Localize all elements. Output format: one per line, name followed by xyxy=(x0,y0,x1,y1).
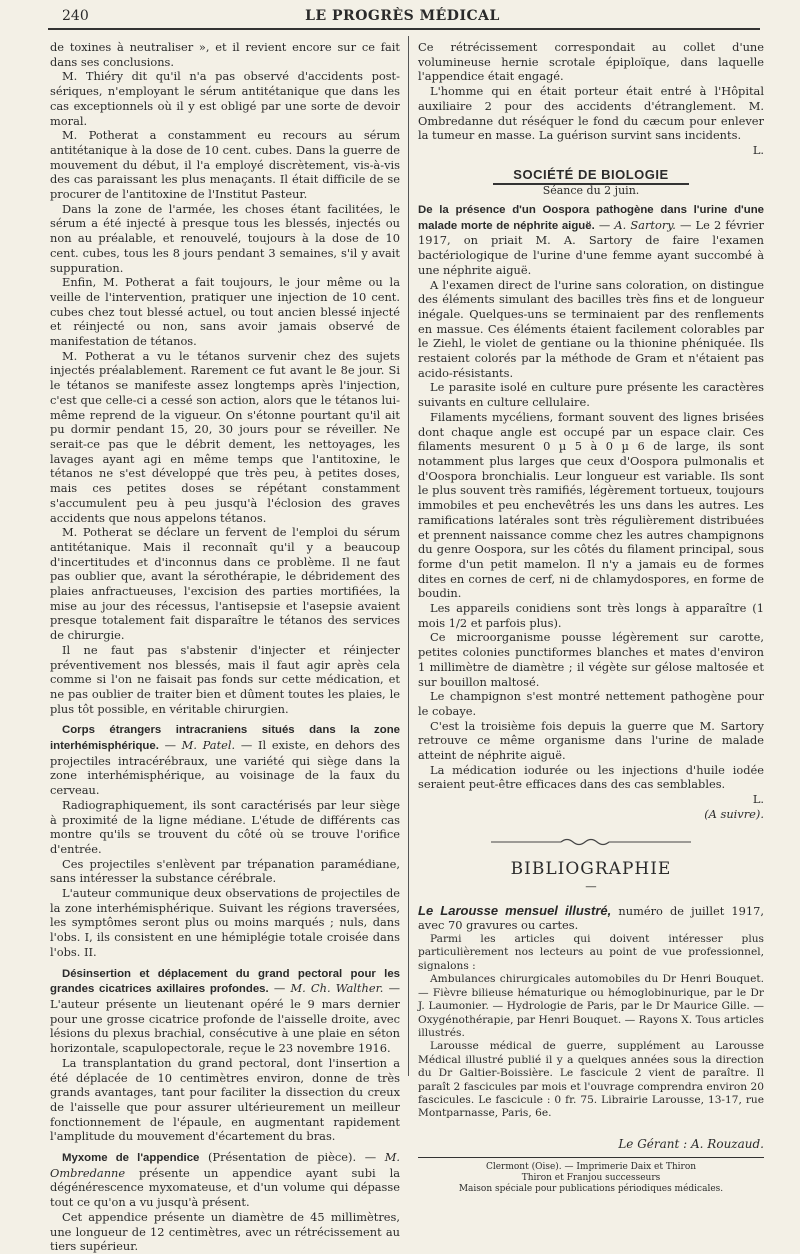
imprint-line: Maison spéciale pour publications périodiques médicales. xyxy=(458,1184,724,1195)
article-author: A. Sartory. xyxy=(614,217,676,232)
flourish-ornament xyxy=(491,837,691,847)
article-text: Le 2 février 1917, on priait M. A. Sartory de faire l'examen bactériologique de l'urine d'une femme ayant succombé à une néphrite aiguë. xyxy=(418,217,764,277)
paragraph: M. Thiéry dit qu'il n'a pas observé d'accidents post-sériques, n'employant le sérum antitétanique que dans les cas exceptionnels où il y est obligé par une sorte de devoir moral. xyxy=(50,69,400,128)
larousse-entry xyxy=(418,904,764,933)
larousse-issue: numéro de juillet 1917, avec 70 gravures ou cartes. xyxy=(418,903,764,933)
imprint xyxy=(418,1162,764,1195)
flourish-divider xyxy=(418,836,764,851)
paragraph: Ces projectiles s'enlèvent par trépanation paramédiane, sans intéresser la substance cérébrale. xyxy=(50,856,400,886)
gerant-text: Le Gérant : A. Rouzaud. xyxy=(618,1136,764,1151)
bibliography-title: BIBLIOGRAPHIE xyxy=(510,859,672,880)
running-title: LE PROGRÈS MÉDICAL xyxy=(305,8,500,24)
article-myxome: Myxome de l'appendice (Présentation de pièce). — M. Ombredanne présente un appendice ayant subi la dégénérescence myxomateuse, et d'un volume qui dépasse tout ce qu'on a vu jusqu'à présent. xyxy=(50,1150,400,1210)
paragraph: Cet appendice présente un diamètre de 45 millimètres, une longueur de 12 centimètres, avec un rétrécissement au tiers supérieur. xyxy=(50,1209,400,1254)
page-number: 240 xyxy=(62,8,89,24)
article-desinsertion: Désinsertion et déplacement du grand pectoral pour les grandes cicatrices axillaires profondes. — M. Ch. Walther. — L'auteur présente un lieutenant opéré le 9 mars dernier pour une grosse cicatrice profonde de l'aisselle droite, avec lésions du plexus brachial, consécutive à une plaie en séton horizontale, scapulopectorale, reçue le 23 novembre 1916. xyxy=(50,967,400,1056)
article-title: Myxome de l'appendice xyxy=(62,1152,200,1165)
article-author: M. Ombredanne xyxy=(50,1150,400,1180)
paragraph: L'homme qui en était porteur était entré à l'Hôpital auxiliaire 2 pour des accidents d'étranglement. M. Ombredanne dut réséquer le fond du cæcum pour enlever la tumeur en masse. La guérison survint sans incidents. xyxy=(418,84,764,143)
column-divider xyxy=(408,36,409,1076)
session-date: Séance du 2 juin. xyxy=(542,184,640,198)
paragraph: Radiographiquement, ils sont caractérisés par leur siège à proximité de la ligne médiane. L'étude de différents cas montre qu'ils se trouvent du côté où se trouve l'orifice d'entrée. xyxy=(50,797,400,856)
article-text: L'auteur présente un lieutenant opéré le 9 mars dernier pour une grosse cicatrice profonde de l'aisselle droite, avec lésions du plexus brachial, consécutive à une plaie en séton horizontale, scapulopectorale, reçue le 23 novembre 1916. xyxy=(50,997,400,1056)
paragraph: L'auteur communique deux observations de projectiles de la zone interhémisphérique. Suivant les régions traversées, les symptômes seront plus ou moins marqués ; nuls, dans l'obs. I, ils consistent en une hémiplégie totale croisée dans l'obs. II. xyxy=(50,886,400,959)
section-title-text: SOCIÉTÉ DE BIOLOGIE xyxy=(493,167,688,185)
article-author: M. Patel. xyxy=(181,738,236,753)
paragraph: La médication iodurée ou les injections d'huile iodée seraient peut-être efficaces dans des cas semblables. xyxy=(418,762,764,792)
paragraph: Ambulances chirurgicales automobiles du Dr Henri Bouquet. — Fièvre bilieuse hématurique ou hémoglobinurique, par le Dr J. Laumonier. — Hydrologie de Paris, par le Dr Maurice Gille. — Oxygénothérapie, par Henri Bouquet. — Rayons X. Tous articles illustrés. xyxy=(418,973,764,1039)
paragraph: Larousse médical de guerre, supplément au Larousse Médical illustré publié il y a quelques années sous la direction du Dr Galtier-Boissière. Le fascicule 2 vient de paraître. Il paraît 2 fascicules par mois et l'ouvrage comprendra environ 20 fascicules. Le fascicule : 0 fr. 75. Librairie Larousse, 13-17, rue Montparnasse, Paris, 6e. xyxy=(418,1040,764,1120)
paragraph: Ce rétrécissement correspondait au collet d'une volumineuse hernie scrotale épiploïque, dans laquelle l'appendice était engagé. xyxy=(418,40,764,84)
paragraph: Ce microorganisme pousse légèrement sur carotte, petites colonies punctiformes blanches et mates d'environ 1 millimètre de diamètre ; il végète sur gélose maltosée et sur bouillon maltosé. xyxy=(418,630,764,689)
paragraph: A l'examen direct de l'urine sans coloration, on distingue des éléments simulant des bacilles très fins et de longueur inégale. Quelques-uns se terminaient par des renflements en massue. Ces éléments étaient facilement colorables par le Ziehl, le violet de gentiane ou la thionine phéniquée. Ils restaient colorés par la méthode de Gram et n'étaient pas acido-résistants. xyxy=(418,277,764,380)
article-text: Il existe, en dehors des projectiles intracérébraux, une variété qui siège dans la zone interhémisphérique, au voisinage de la faux du cerveau. xyxy=(50,738,400,798)
article-subtitle: (Présentation de pièce). xyxy=(207,1150,357,1165)
paragraph: M. Potherat a constamment eu recours au sérum antitétanique à la dose de 10 cent. cubes. Dans la guerre de mouvement du début, il l'a employé discrètement, vis-à-vis des cas paraissant les plus menaçants. Il était difficile de se procurer de l'antitoxine de l'Institut Pasteur. xyxy=(50,128,400,202)
gerant-signature xyxy=(418,1137,764,1152)
signature: L. xyxy=(752,792,764,807)
imprint-line: Thiron et Franjou successeurs xyxy=(521,1173,661,1184)
imprint-line: Clermont (Oise). — Imprimerie Daix et Thiron xyxy=(485,1162,697,1173)
paragraph: Les appareils conidiens sont très longs à apparaître (1 mois 1/2 et parfois plus). xyxy=(418,601,764,630)
paragraph: Filaments mycéliens, formant souvent des lignes brisées dont chaque angle est occupé par un espace clair. Ces filaments mesurent 0 µ 5 à 0 µ 6 de large, ils sont notamment plus larges que ceux d'Oospora pulmonalis et d'Oospora bronchialis. Leur longueur est variable. Ils sont le plus souvent très ramifiés, légèrement tortueux, toujours immobiles et peu enchevêtrés les uns dans les autres. Les ramifications latérales sont très régulièrement distribuées et prennent naissance comme chez les autres champignons du genre Oospora, sur les côtés du filament principal, sous forme d'un petit mamelon. Il n'y a jamais eu de formes dites en cornes de cerf, ni de chlamydospores, en forme de boudin. xyxy=(418,409,764,601)
article-corps: Corps étrangers intracraniens situés dans la zone interhémisphérique. — M. Patel. — Il existe, en dehors des projectiles intracérébraux, une variété qui siège dans la zone interhémisphérique, au voisinage de la faux du cerveau. xyxy=(50,724,400,798)
paragraph: Dans la zone de l'armée, les choses étant facilitées, le sérum a été injecté à presque tous les blessés, injectés ou non au préalable, et renouvelé, toujours à la dose de 10 cent. cubes, tous les 8 jours pendant 3 semaines, s'il y avait suppuration. xyxy=(50,201,400,275)
paragraph: Enfin, M. Potherat a fait toujours, le jour même ou la veille de l'intervention, pratiquer une injection de 10 cent. cubes chez tout blessé actuel, ou tout ancien blessé injecté et réinjecté ou non, sans avoir jamais observé de manifestation de tétanos. xyxy=(50,275,400,349)
article-title: Désinsertion et déplacement du grand pectoral pour les grandes cicatrices axillaires profondes. xyxy=(50,967,400,996)
article-title: Corps étrangers intracraniens situés dans la zone interhémisphérique. xyxy=(50,724,400,753)
paragraph: Parmi les articles qui doivent intéresser plus particulièrement nos lecteurs au point de vue professionnel, signalons : xyxy=(418,933,764,972)
paragraph: La transplantation du grand pectoral, dont l'insertion a été déplacée de 10 centimètres environ, donne de très grands avantages, tant pour faciliter la dissection du creux de l'aisselle que pour assurer ultérieurement un meilleur fonctionnement de l'épaule, en augmentant rapidement l'amplitude du mouvement d'écartement du bras. xyxy=(50,1055,400,1144)
larousse-name: Le Larousse mensuel illustré, xyxy=(418,902,612,918)
paragraph: Le champignon s'est montré nettement pathogène pour le cobaye. xyxy=(418,689,764,718)
left-column xyxy=(50,40,400,1254)
article-text: présente un appendice ayant subi la dégénérescence myxomateuse, et d'un volume qui dépasse tout ce qu'on a vu jusqu'à présent. xyxy=(50,1165,400,1210)
article-author: M. Ch. Walther. xyxy=(290,981,384,996)
header-rule xyxy=(48,28,760,30)
to-be-continued-text: (A suivre). xyxy=(704,806,764,821)
article-title: De la présence d'un Oospora pathogène dans l'urine d'une malade morte de néphrite aiguë. xyxy=(418,204,764,232)
larousse-details xyxy=(418,933,764,1121)
signature: L. xyxy=(752,142,764,157)
paragraph: Il ne faut pas s'abstenir d'injecter et réinjecter préventivement nos blessés, mais il faut agir après cela comme si l'on ne faisait pas fonds sur cette médication, et ne pas oublier de traiter bien et dûment toutes les plaies, le plus tôt possible, en véritable chirurgien. xyxy=(50,642,400,716)
article-oospora: De la présence d'un Oospora pathogène dans l'urine d'une malade morte de néphrite aiguë. — A. Sartory. — Le 2 février 1917, on priait M. A. Sartory de faire l'examen bactériologique de l'urine d'une femme ayant succombé à une néphrite aiguë. xyxy=(418,204,764,277)
paragraph: M. Potherat se déclare un fervent de l'emploi du sérum antitétanique. Mais il reconnaît qu'il y a beaucoup d'incertitudes et d'inconnus dans ce problème. Il ne faut pas oublier que, avant la sérothérapie, le débridement des plaies anfractueuses, l'excision des parties mortifiées, la mise au jour des récessus, l'antisepsie et l'asepsie avaient presque totalement fait disparaître le tétanos des services de chirurgie. xyxy=(50,525,400,643)
page-header xyxy=(50,6,755,30)
paragraph: M. Potherat a vu le tétanos survenir chez des sujets injectés préalablement. Rarement ce fut avant le 8e jour. Si le tétanos se manifeste assez longtemps après l'injection, c'est que celle-ci a cessé son action, alors que le tétanos lui-même reprend de la vigueur. On s'étonne pourtant qu'il ait pu dormir pendant 15, 20, 30 jours pour se réveiller. Ne serait-ce pas que le débrit dement, les nettoyages, les lavages ayant agi en même temps que l'antitoxine, le tétanos ne s'est développé que très peu, à petites doses, mais ces petites doses se répétant constamment s'accumulent peu à peu jusqu'à l'éclosion des graves accidents que nous appelons tétanos. xyxy=(50,348,400,525)
imprint-rule xyxy=(418,1157,764,1158)
paragraph: C'est la troisième fois depuis la guerre que M. Sartory retrouve ce même organisme dans l'urine de malade atteint de néphrite aiguë. xyxy=(418,718,764,763)
section-title xyxy=(418,168,764,183)
paragraph: de toxines à neutraliser », et il revient encore sur ce fait dans ses conclusions. xyxy=(50,40,400,69)
bibliography-dash: — xyxy=(585,878,597,893)
right-column xyxy=(418,40,764,1195)
paragraph: Le parasite isolé en culture pure présente les caractères suivants en culture cellulaire. xyxy=(418,380,764,410)
to-be-continued xyxy=(418,807,764,822)
